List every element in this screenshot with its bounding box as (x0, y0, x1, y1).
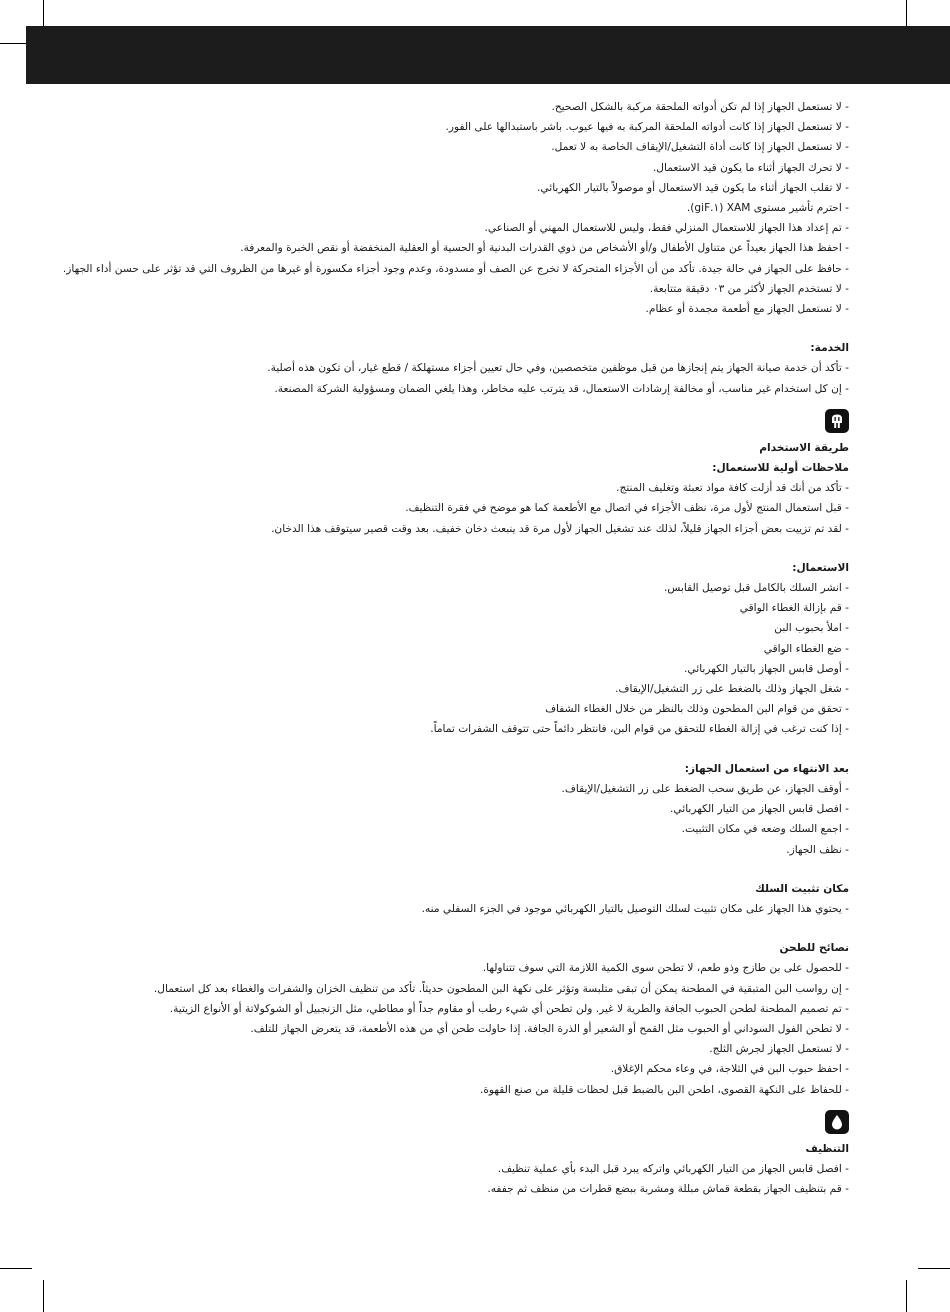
cord-section (89, 879, 849, 919)
list-item: - إن كل استخدام غير مناسب، أو مخالفة إرشادات الاستعمال، قد يترتب عليه مخاطر، وهذا يلغي الضمان ومسؤولية الشركة المصنعة. (274, 382, 849, 395)
list-item: - إذا كنت ترغب في إزالة الغطاء للتحقق من قوام البن، فانتظر دائماً حتى تتوقف الشفرات تماماً. (430, 723, 849, 736)
list-item: - أوقف الجهاز، عن طريق سحب الضغط على زر التشغيل/الإيقاف. (561, 782, 849, 795)
list-item: - لا تقلب الجهاز أثناء ما يكون قيد الاستعمال أو موصولاً بالتيار الكهربائي. (537, 181, 849, 194)
after-use-section (89, 759, 849, 860)
service-section (89, 338, 849, 399)
list-item: - تأكد أن خدمة صيانة الجهاز يتم إنجازها من قبل موظفين متخصصين، وفي حال تعيين أجزاء مستهلكة / قطع غيار، أن تكون هذه أصلية. (267, 362, 849, 375)
usage-section (89, 409, 849, 539)
tips-section (89, 938, 849, 1100)
prelim-heading: ملاحظات أولية للاستعمال: (712, 462, 849, 475)
plug-icon (825, 409, 849, 433)
cleaning-heading: التنظيف (805, 1142, 849, 1155)
list-item: - للحصول على بن طازج وذو طعم، لا تطحن سوى الكمية اللازمة التي سوف تتناولها. (482, 962, 849, 975)
list-item: - لا تستعمل الجهاز لجرش الثلج. (709, 1043, 849, 1056)
list-item: - لا تستعمل الجهاز إذا لم تكن أدواته الملحقة مركبة بالشكل الصحيح. (551, 101, 849, 113)
list-item: - تم تصميم المطحنة لطحن الحبوب الجافة والطرية لا غير. ولن تطحن أي شيء رطب أو مقاوم جداً أو مطاطي، مثل الزنجبيل أو الشوكولاتة أو الأنواع الزيتية. (169, 1002, 849, 1015)
list-item: - تحقق من قوام البن المطحون وذلك بالنظر من خلال الغطاء الشفاف (545, 703, 849, 716)
list-item: - املأ بحبوب البن (774, 622, 849, 635)
list-item: - احفظ حبوب البن في الثلاجة، في وعاء محكم الإغلاق. (610, 1063, 849, 1076)
list-item: - قبل استعمال المنتج لأول مرة، نظف الأجزاء في اتصال مع الأطعمة كما هو موضح في فقرة التنظيف. (405, 502, 849, 515)
header-bar (26, 26, 950, 84)
list-item: - لا تستعمل الجهاز إذا كانت أدواته الملحقة المركبة به فيها عيوب. باشر باستبدالها على الفور. (445, 121, 849, 134)
tips-heading: نصائح للطحن (779, 942, 849, 955)
list-item: - يحتوي هذا الجهاز على مكان تثبيت لسلك التوصيل بالتيار الكهربائي موجود في الجزء السفلي منه. (421, 902, 849, 915)
list-item: - نظف الجهاز. (786, 843, 849, 856)
water-drop-icon (825, 1110, 849, 1134)
list-item: - قم بتنظيف الجهاز بقطعة قماش مبللة ومشربة ببضع قطرات من منظف ثم جففه. (487, 1183, 849, 1196)
list-item: - شغل الجهاز وذلك بالضغط على زر التشغيل/الإيقاف. (615, 683, 849, 696)
cleaning-section (89, 1110, 849, 1200)
crop-mark-bottom-left-v (43, 1280, 44, 1312)
list-item: - قم بإزالة الغطاء الواقي (739, 602, 849, 615)
list-item: - تأكد من أنك قد أزلت كافة مواد تعبئة وتغليف المنتج. (616, 482, 849, 495)
list-item: - احفظ هذا الجهاز بعيداً عن متناول الأطفال و/أو الأشخاص من ذوي القدرات البدنية أو الحسية أو العقلية المنخفضة أو نقص الخبرة والمعرفة. (240, 242, 849, 255)
after-use-heading: بعد الانتهاء من استعمال الجهاز: (684, 762, 849, 775)
safety-list (62, 97, 849, 319)
use-section (89, 558, 849, 740)
list-item: - للحفاظ على النكهة القصوى، اطحن البن بالضبط قبل لحظات قليلة من صنع القهوة. (479, 1083, 849, 1096)
usage-heading: طريقة الاستخدام (759, 441, 849, 454)
manual-content (62, 97, 849, 1199)
list-item: - أوصل قابس الجهاز بالتيار الكهربائي. (684, 662, 849, 675)
crop-mark-bottom-right-v (906, 1280, 907, 1312)
list-item: - ضع الغطاء الواقي (763, 642, 849, 655)
list-item: - حافظ على الجهاز في حالة جيدة. تأكد من أن الأجزاء المتحركة لا تخرج عن الصف أو مسدودة، وعدم وجود أجزاء مكسورة أو غيرها من الظروف التي قد تؤثر على حسن أداء الجهاز. (62, 262, 849, 275)
list-item: - لقد تم تزييت بعض أجزاء الجهاز قليلاً، لذلك عند تشغيل الجهاز لأول مرة قد ينبعث دخان خفيف. بعد وقت قصير سيتوقف هذا الدخان. (271, 522, 849, 535)
list-item: - اجمع السلك وضعه في مكان التثبيت. (681, 823, 849, 836)
crop-mark-bottom-left-h (0, 1268, 32, 1269)
list-item: - احترم تأشير مستوى XAM (١.giF). (686, 202, 849, 215)
list-item: - افصل قابس الجهاز من التيار الكهربائي واتركه يبرد قبل البدء بأي عملية تنظيف. (497, 1162, 849, 1175)
list-item: - لا تستخدم الجهاز لأكثر من ٠٣ دقيقة متتابعة. (649, 282, 849, 295)
list-item: - انشر السلك بالكامل قبل توصيل القابس. (664, 582, 849, 595)
list-item: - لا تطحن الفول السوداني أو الحبوب مثل القمح أو الشعير أو الذرة الجافة. إذا حاولت طحن أي من هذه الأطعمة، قد يتعرض الجهاز للتلف. (250, 1022, 849, 1035)
list-item: - لا تستعمل الجهاز مع أطعمة مجمدة أو عظام. (645, 303, 849, 316)
list-item: - افصل قابس الجهاز من التيار الكهربائي. (670, 803, 849, 816)
service-heading: الخدمة: (810, 342, 849, 355)
list-item: - إن رواسب البن المتبقية في المطحنة يمكن أن تبقى متلبسة وتؤثر على نكهة البن المطحون حديثاً. تأكد من تنظيف الخزان والشفرات والغطاء بعد كل استعمال. (153, 982, 849, 995)
use-heading: الاستعمال: (792, 561, 849, 574)
list-item: - تم إعداد هذا الجهاز للاستعمال المنزلي فقط، وليس للاستعمال المهني أو الصناعي. (484, 222, 849, 235)
list-item: - لا تستعمل الجهاز إذا كانت أداة التشغيل/الإيقاف الخاصة به لا تعمل. (551, 141, 849, 154)
list-item: - لا تحرك الجهاز أثناء ما يكون قيد الاستعمال. (652, 161, 849, 174)
cord-heading: مكان تثبيت السلك (755, 882, 849, 895)
crop-mark-bottom-right-h (918, 1268, 950, 1269)
